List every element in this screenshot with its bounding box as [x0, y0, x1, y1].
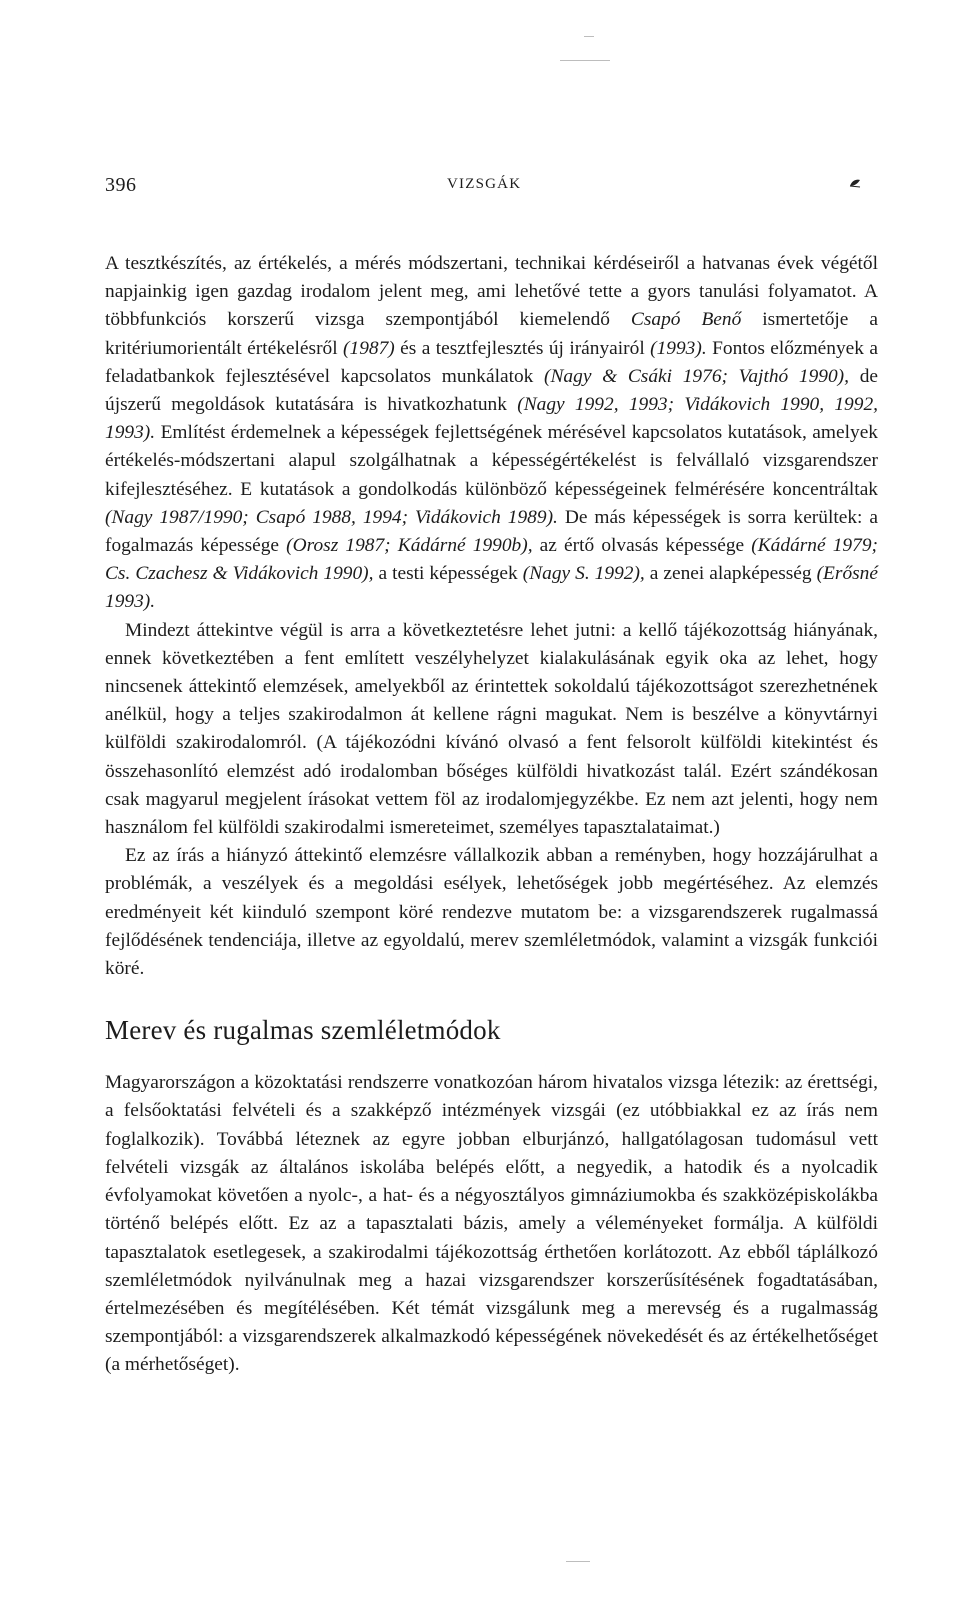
page-number: 396 [105, 174, 137, 196]
paragraph-text: Magyarországon a közoktatási rendszerre vonatkozóan három hivatalos vizsga létezik: az érettségi, a felsőoktatási felvételi és a szakképző intézmények vizsgái (ez utóbbiakkal ez az írás nem foglalkozik). Továbbá léteznek az egyre jobban elburjánzó, hallgatólagosan tudomásul vett felvételi vizsgák az általános iskolába belépés előtt, a negyedik, a hatodik és a nyolcadik évfolyamokat követően a nyolc-, a hat- és a négyosztályos gimnáziumokba és szakközépiskolákba történő belépés előtt. Ez az a tapasztalati bázis, amely a véleményeket formálja. A külföldi tapasztalatok esetlegesek, a szakirodalmi tájékozottság érthetően korlátozott. Az ebből táplálkozó szemléletmódok nyilvánulnak meg a hazai vizsgarendszer korszerűsítésének fogadtatásában, értelmezésében és megítélésében. Két témát vizsgálunk meg a merevség és a rugalmasság szempontjából: a vizsgarendszerek alkalmazkodó képességének növekedését és az értékelhetőséget (a mérhetőséget). [105, 1072, 878, 1376]
section-paragraphs [105, 1069, 878, 1379]
citation: Csapó Benő [630, 309, 742, 331]
citation: (Nagy S. 1992), [522, 563, 645, 585]
paragraph [105, 250, 878, 617]
leaf-ornament-icon [849, 178, 861, 188]
paragraph-text: Mindezt áttekintve végül is arra a következtetésre lehet jutni: a kellő tájékozottság hiányának, ennek következtében a fent említett veszélyhelyzet kialakulásának egyik oka az lehet, hogy nincsenek áttekintő elemzések, amelyekből az érintettek sokoldalú tájékozottságot szerezhetnének anélkül, hogy a teljes szakirodalmon át kellene rágni magukat. Nem is beszélve a könyvtárnyi külföldi szakirodalomról. (A tájékozódni kívánó olvasó a fent felsorolt külföldi kitekintést és összehasonlító elemzést adó irodalomban bőséges külföldi hivatkozást talál. Ezért szándékosan csak magyarul megjelent írásokat vettem föl az irodalomjegyzékbe. Ez nem azt jelenti, hogy nem használom fel külföldi szakirodalmi ismereteimet, személyes tapasztalataimat.) [105, 619, 878, 839]
paragraph-text: De más képességek is sorra kerültek: a fogalmazás képessége [105, 506, 878, 557]
running-head [105, 174, 878, 200]
citation: (Nagy & Csáki 1976; Vajthó 1990), [544, 365, 849, 387]
citation: (1993). [650, 337, 707, 359]
paragraph [105, 617, 878, 843]
paragraph-text: az értő olvasás képessége [532, 535, 752, 557]
paragraph [105, 842, 878, 983]
section-heading: Merev és rugalmas szemléletmódok [105, 1015, 501, 1046]
paragraph-text: A tesztkészítés, az értékelés, a mérés módszertani, technikai kérdéseiről a hatvanas évek végétől napjainkig igen gazdag irodalom jelent meg, ami lehetővé tette a gyors tanulási folyamatot. A többfunkciós korszerű vizsga szempontjából kiemelendő [105, 253, 878, 331]
running-title: VIZSGÁK [447, 176, 522, 192]
citation: (1987) [343, 337, 395, 359]
paragraph-text: ismertetője a kritériumorientált értékelésről [105, 309, 878, 359]
intro-paragraphs [105, 250, 878, 983]
citation: (Orosz 1987; Kádárné 1990b), [286, 535, 533, 557]
paragraph-text: a zenei alapképesség [644, 563, 817, 585]
paragraph-text: Ez az írás a hiányzó áttekintő elemzésre vállalkozik abban a reményben, hogy hozzájárulhat a problémák, a veszélyek és a megoldási esélyek, lehetőségek jobb megértéséhez. Az elemzés eredményeit két kiinduló szempont köré rendezve mutatom be: a vizsgarendszerek rugalmassá fejlődésének tendenciája, illetve az egyoldalú, merev szemléletmódok, valamint a vizsgák funkciói köré. [105, 845, 878, 980]
paragraph-text: Említést érdemelnek a képességek fejlettségének mérésével kapcsolatos kutatások, amelyek értékelés-módszertani alapul szolgálhatnak a képességértékelést is felvállaló vizsgarendszer kifejlesztéséhez. E kutatások a gondolkodás különböző képességeinek felmérésére koncentráltak [105, 422, 878, 500]
body-text [105, 250, 878, 1380]
paragraph-text: Fontos előzmények a feladatbankok fejlesztésével kapcsolatos munkálatok [105, 337, 878, 387]
paragraph [105, 1069, 878, 1379]
paragraph-text: és a tesztfejlesztés új irányairól [394, 337, 651, 359]
document-page [105, 0, 878, 1600]
paragraph-text: a testi képességek [373, 563, 523, 585]
paragraph-text: de újszerű megoldások kutatására is hivatkozhatunk [105, 365, 878, 416]
citation: (Kádárné 1979; Cs. Czachesz & Vidákovich 1990), [105, 535, 878, 585]
citation: (Nagy 1987/1990; Csapó 1988, 1994; Vidákovich 1989). [105, 506, 558, 528]
citation: (Nagy 1992, 1993; Vidákovich 1990, 1992, 1993). [105, 394, 878, 444]
citation: (Erősné 1993). [105, 563, 878, 613]
